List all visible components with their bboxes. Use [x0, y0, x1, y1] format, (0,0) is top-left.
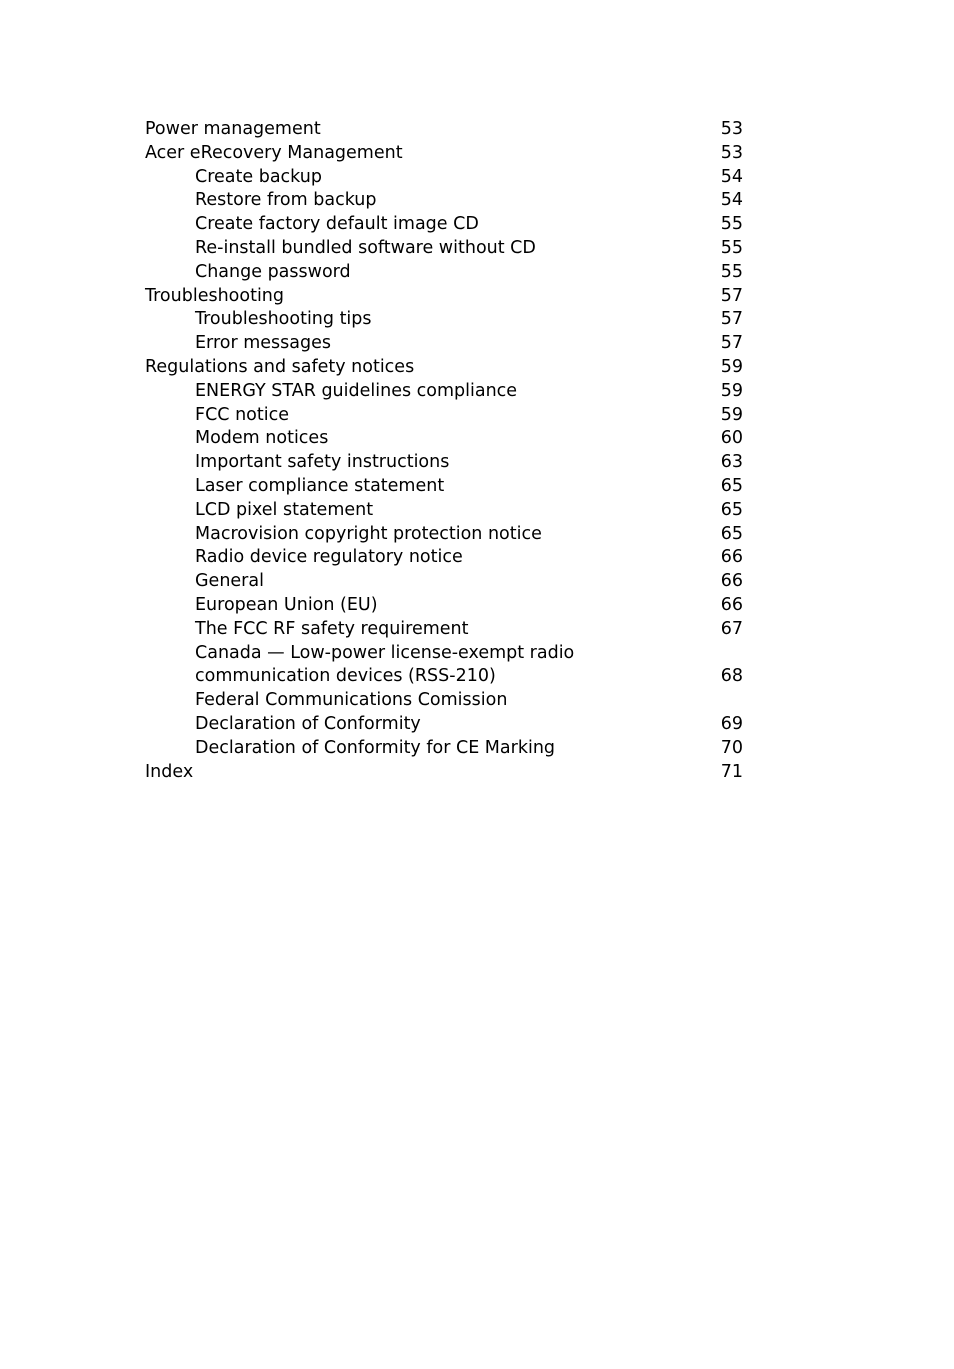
toc-entry[interactable]	[145, 570, 743, 594]
toc-entry-title: Declaration of Conformity	[195, 713, 421, 734]
toc-entry[interactable]	[145, 356, 743, 380]
toc-entry[interactable]	[145, 761, 743, 785]
toc-entry-title: Change password	[195, 261, 351, 282]
toc-entry-page-number: 59	[720, 380, 743, 401]
toc-entry-title: Index	[145, 761, 194, 782]
toc-entry-page-number: 65	[720, 475, 743, 496]
toc-entry-page-number: 55	[720, 214, 743, 235]
toc-entry[interactable]	[145, 594, 743, 618]
toc-entry-title: Important safety instructions	[195, 452, 450, 473]
toc-entry-title: Radio device regulatory notice	[195, 547, 463, 568]
toc-entry[interactable]	[145, 166, 743, 190]
toc-entry[interactable]	[145, 380, 743, 404]
toc-entry[interactable]	[145, 308, 743, 332]
toc-entry-page-number: 59	[720, 356, 743, 377]
toc-entry-title: Federal Communications Comission	[195, 690, 508, 711]
toc-entry-title: Power management	[145, 119, 321, 139]
table-of-contents	[145, 118, 743, 784]
toc-entry-page-number: 60	[720, 428, 743, 449]
toc-entry-page-number: 67	[720, 618, 743, 639]
toc-entry-page-number: 53	[720, 142, 743, 163]
toc-entry-page-number: 69	[720, 713, 743, 734]
toc-entry-page-number: 70	[720, 737, 743, 758]
toc-entry-title: LCD pixel statement	[195, 499, 374, 520]
toc-entry-page-number: 66	[720, 571, 743, 592]
toc-entry[interactable]	[145, 142, 743, 166]
toc-entry-title: European Union (EU)	[195, 594, 378, 615]
toc-entry-title: Regulations and safety notices	[145, 356, 415, 377]
toc-entry-page-number: 57	[720, 285, 743, 306]
toc-entry-title: Declaration of Conformity for CE Marking	[195, 737, 556, 758]
toc-entry-page-number: 66	[720, 547, 743, 568]
toc-entry-title: General	[195, 571, 264, 592]
toc-entry-title: Modem notices	[195, 428, 329, 449]
toc-entry-page-number: 53	[720, 119, 743, 139]
toc-entry[interactable]	[145, 499, 743, 523]
toc-entry-title: Error messages	[195, 333, 331, 354]
toc-entry[interactable]	[145, 189, 743, 213]
toc-entry-page-number: 66	[720, 594, 743, 615]
toc-entry-page-number: 63	[720, 452, 743, 473]
toc-entry-title: Restore from backup	[195, 190, 377, 211]
toc-entry[interactable]	[145, 689, 743, 713]
toc-entry[interactable]	[145, 618, 743, 642]
toc-entry-title: ENERGY STAR guidelines compliance	[195, 380, 518, 401]
toc-entry[interactable]	[145, 475, 743, 499]
toc-entry[interactable]	[145, 665, 743, 689]
toc-entry[interactable]	[145, 451, 743, 475]
toc-entry-title: Canada — Low-power license-exempt radio	[195, 642, 575, 663]
toc-entry-title: Create factory default image CD	[195, 214, 479, 235]
toc-entry[interactable]	[145, 642, 743, 666]
toc-entry-title: FCC notice	[195, 404, 289, 425]
toc-entry-page-number: 55	[720, 261, 743, 282]
toc-entry[interactable]	[145, 404, 743, 428]
toc-entry-page-number: 55	[720, 237, 743, 258]
toc-entry[interactable]	[145, 261, 743, 285]
toc-entry-page-number: 57	[720, 309, 743, 330]
toc-entry-page-number: 71	[720, 761, 743, 782]
toc-entry[interactable]	[145, 546, 743, 570]
toc-entry-page-number: 54	[720, 166, 743, 187]
toc-entry-title: Re-install bundled software without CD	[195, 237, 536, 258]
toc-entry-title: The FCC RF safety requirement	[195, 618, 469, 639]
toc-entry-title: Troubleshooting tips	[195, 309, 372, 330]
toc-entry-page-number: 57	[720, 333, 743, 354]
toc-entry[interactable]	[145, 523, 743, 547]
toc-entry[interactable]	[145, 213, 743, 237]
toc-entry-page-number: 65	[720, 523, 743, 544]
toc-entry-title: Laser compliance statement	[195, 475, 445, 496]
toc-entry-page-number: 65	[720, 499, 743, 520]
toc-entry-page-number: 59	[720, 404, 743, 425]
toc-entry-title: Create backup	[195, 166, 322, 187]
toc-entry-title: Troubleshooting	[145, 285, 285, 306]
toc-entry-title: Macrovision copyright protection notice	[195, 523, 542, 544]
toc-entry[interactable]	[145, 285, 743, 309]
toc-entry-title: Acer eRecovery Management	[145, 142, 403, 163]
toc-entry[interactable]	[145, 237, 743, 261]
toc-entry[interactable]	[145, 713, 743, 737]
toc-entry[interactable]	[145, 332, 743, 356]
toc-entry[interactable]	[145, 427, 743, 451]
toc-entry-title: communication devices (RSS-210)	[195, 666, 496, 687]
toc-entry[interactable]	[145, 737, 743, 761]
toc-entry[interactable]	[145, 118, 743, 142]
toc-entry-page-number: 68	[720, 666, 743, 687]
toc-entry-page-number: 54	[720, 190, 743, 211]
